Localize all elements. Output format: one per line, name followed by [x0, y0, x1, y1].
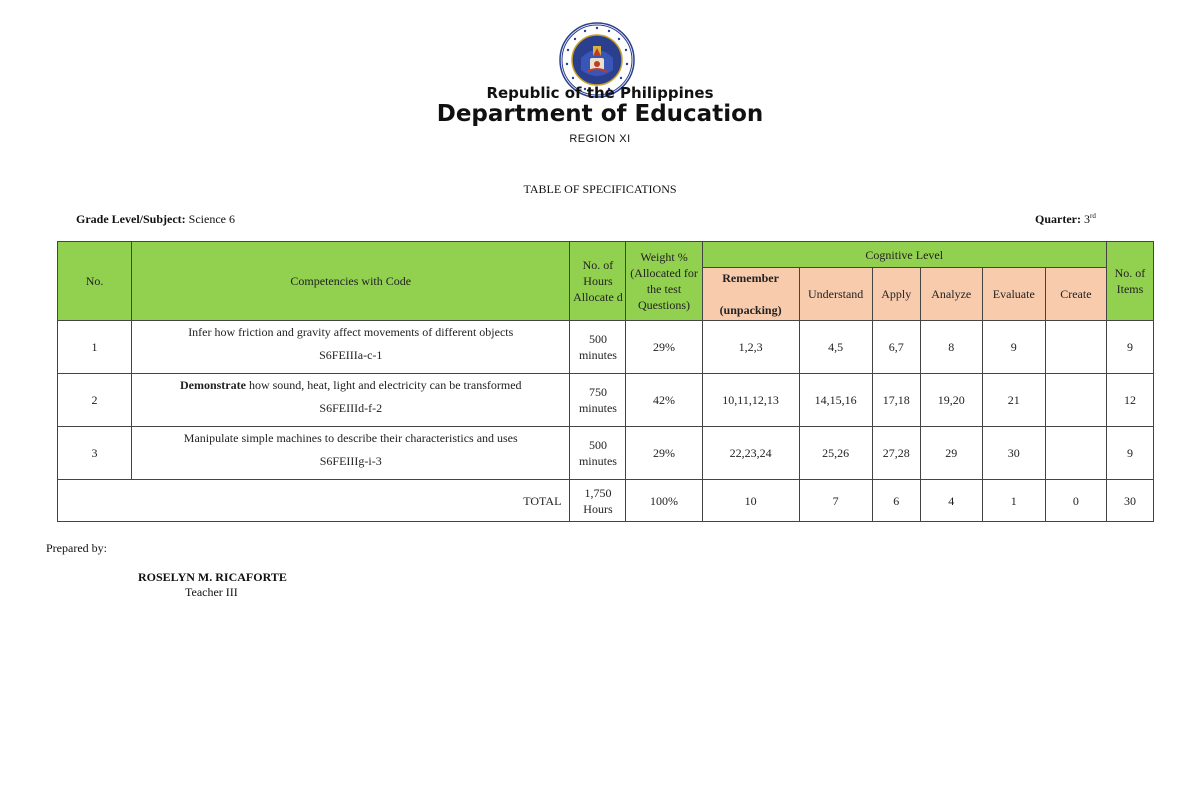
cell-competency: [132, 374, 570, 427]
cell-understand: 25,26: [799, 427, 872, 480]
cell-create: [1045, 427, 1106, 480]
republic-heading: Republic of the Philippines: [486, 84, 714, 102]
table-row: [58, 427, 1154, 480]
grade-value: Science 6: [188, 212, 235, 226]
cell-evaluate: 21: [982, 374, 1045, 427]
cell-no: 1: [58, 321, 132, 374]
preparer-role: Teacher III: [185, 585, 238, 599]
header-weight: Weight % (Allocated for the test Questions): [626, 242, 702, 321]
total-row: [58, 480, 1154, 522]
cell-weight: 29%: [626, 321, 702, 374]
competency-code: S6FEIIId-f-2: [319, 401, 383, 415]
cell-apply: 17,18: [872, 374, 920, 427]
header-competencies: Competencies with Code: [132, 242, 570, 321]
header-understand: Understand: [799, 268, 872, 321]
cell-remember: 22,23,24: [702, 427, 799, 480]
quarter: [1035, 212, 1096, 227]
total-understand: 7: [799, 480, 872, 522]
cell-hours: 500 minutes: [570, 321, 626, 374]
grade-level-subject: [76, 212, 235, 227]
specifications-table: [57, 241, 1154, 522]
header-evaluate: Evaluate: [982, 268, 1045, 321]
document-title: TABLE OF SPECIFICATIONS: [523, 182, 677, 196]
cell-items: 12: [1106, 374, 1153, 427]
quarter-label: Quarter:: [1035, 212, 1081, 226]
cell-remember: 10,11,12,13: [702, 374, 799, 427]
preparer-name: ROSELYN M. RICAFORTE: [138, 570, 287, 584]
total-items: 30: [1106, 480, 1153, 522]
header-apply: Apply: [872, 268, 920, 321]
cell-competency: [132, 427, 570, 480]
cell-evaluate: 9: [982, 321, 1045, 374]
competency-text: Infer how friction and gravity affect movements of different objects: [188, 325, 514, 339]
total-weight: 100%: [626, 480, 702, 522]
total-evaluate: 1: [982, 480, 1045, 522]
cell-competency: [132, 321, 570, 374]
prepared-by-label: Prepared by:: [46, 541, 107, 555]
total-hours: 1,750 Hours: [570, 480, 626, 522]
total-label: TOTAL: [58, 480, 570, 522]
header-remember-sub: (unpacking): [719, 303, 782, 317]
header-items: No. of Items: [1106, 242, 1153, 321]
competency-code: S6FEIIIg-i-3: [319, 454, 382, 468]
cell-create: [1045, 321, 1106, 374]
cell-analyze: 8: [920, 321, 982, 374]
competency-text: how sound, heat, light and electricity can be transformed: [245, 378, 522, 392]
cell-hours: 750 minutes: [570, 374, 626, 427]
competency-code: S6FEIIIa-c-1: [319, 348, 383, 362]
cell-hours: 500 minutes: [570, 427, 626, 480]
total-remember: 10: [702, 480, 799, 522]
cell-remember: 1,2,3: [702, 321, 799, 374]
cell-understand: 4,5: [799, 321, 872, 374]
grade-label: Grade Level/Subject:: [76, 212, 186, 226]
competency-text: Manipulate simple machines to describe their characteristics and uses: [183, 431, 518, 445]
header-hours: No. of Hours Allocate d: [570, 242, 626, 321]
header-remember: [702, 268, 799, 321]
header-cognitive-level: Cognitive Level: [702, 242, 1106, 268]
cell-apply: 27,28: [872, 427, 920, 480]
quarter-suffix: rd: [1089, 212, 1096, 220]
cell-weight: 29%: [626, 427, 702, 480]
cell-weight: 42%: [626, 374, 702, 427]
cell-items: 9: [1106, 427, 1153, 480]
cell-evaluate: 30: [982, 427, 1045, 480]
header-no: No.: [58, 242, 132, 321]
cell-items: 9: [1106, 321, 1153, 374]
total-create: 0: [1045, 480, 1106, 522]
table-row: [58, 321, 1154, 374]
cell-apply: 6,7: [872, 321, 920, 374]
cell-no: 3: [58, 427, 132, 480]
total-apply: 6: [872, 480, 920, 522]
header-create: Create: [1045, 268, 1106, 321]
table-header-row: [58, 242, 1154, 268]
region-heading: REGION XI: [569, 133, 631, 145]
cell-analyze: 19,20: [920, 374, 982, 427]
cell-understand: 14,15,16: [799, 374, 872, 427]
cell-no: 2: [58, 374, 132, 427]
header-remember-label: Remember: [722, 271, 779, 285]
quarter-value: 3: [1083, 212, 1090, 226]
table-row: [58, 374, 1154, 427]
total-analyze: 4: [920, 480, 982, 522]
competency-verb: Demonstrate: [179, 378, 246, 392]
cell-create: [1045, 374, 1106, 427]
header-analyze: Analyze: [920, 268, 982, 321]
cell-analyze: 29: [920, 427, 982, 480]
department-heading: Department of Education: [436, 101, 764, 127]
